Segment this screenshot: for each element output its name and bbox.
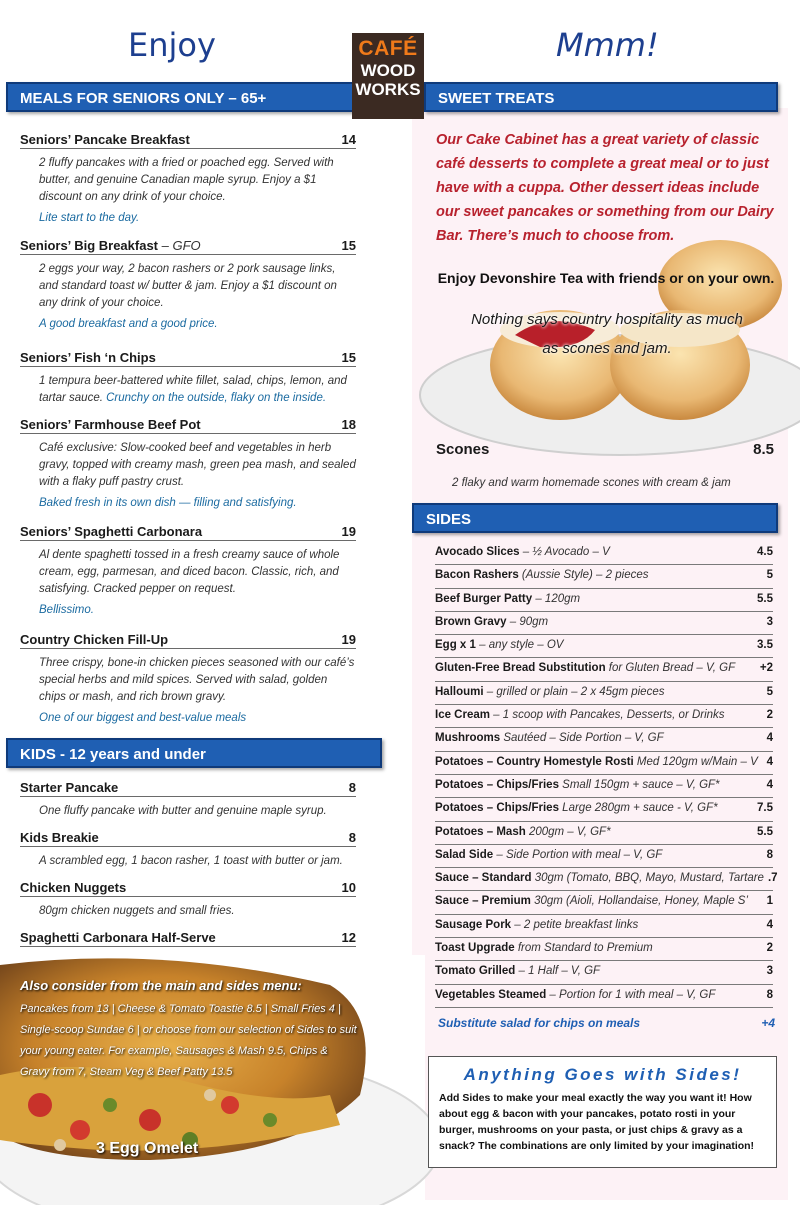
side-detail: for Gluten Bread – V, GF [605, 662, 736, 675]
item-description: 2 fluffy pancakes with a fried or poached egg. Served with butter, and genuine Canadian maple syrup. Enjoy a $1 discount on any drink of your choice. [39, 157, 334, 203]
menu-item-pancake-breakfast [20, 132, 356, 224]
side-item [435, 775, 773, 798]
item-price: 8 [348, 830, 356, 845]
item-price: 14 [341, 132, 356, 147]
menu-item-fish-n-chips [20, 350, 356, 407]
consider-title: Also consider from the main and sides menu: [20, 978, 302, 993]
side-item [435, 915, 773, 938]
sides-heading: SIDES [412, 503, 778, 533]
sides-list [435, 542, 778, 1008]
side-name: Beef Burger Patty [435, 592, 533, 605]
side-detail: Large 280gm + sauce - V, GF* [558, 802, 718, 815]
side-name: Bacon Rashers [435, 569, 519, 582]
side-item [435, 635, 773, 658]
side-detail: 30gm (Tomato, BBQ, Mayo, Mustard, Tartare [531, 872, 764, 885]
item-name: Seniors’ Pancake Breakfast [20, 132, 190, 147]
item-description: One fluffy pancake with butter and genuine maple syrup. [39, 805, 327, 817]
item-description: 2 eggs your way, 2 bacon rashers or 2 pork sausage links, and standard toast w/ butter & jam. Enjoy a $1 discount on any drink of your choice. [39, 263, 337, 309]
item-note: A good breakfast and a good price. [39, 318, 218, 330]
side-price: 8 [766, 988, 773, 1001]
item-name: Seniors’ Big Breakfast [20, 238, 158, 253]
menu-item-starter-pancake [20, 780, 356, 820]
substitute-text: Substitute salad for chips on meals [438, 1016, 641, 1030]
item-note: Bellissimo. [39, 604, 94, 616]
side-detail: – Side Portion with meal – V, GF [493, 848, 663, 861]
side-item [435, 891, 773, 914]
item-price: 15 [341, 350, 356, 365]
menu-item-chicken-nuggets [20, 880, 356, 920]
scones-item [436, 441, 774, 458]
side-detail: – 120gm [532, 592, 581, 605]
side-detail: – 1 scoop with Pancakes, Desserts, or Drinks [489, 709, 725, 722]
scones-price: 8.5 [753, 441, 774, 458]
side-price: 4 [766, 778, 773, 791]
side-price: 4 [766, 755, 773, 768]
kids-heading: KIDS - 12 years and under [6, 738, 382, 768]
side-name: Halloumi [435, 685, 484, 698]
side-item [435, 961, 773, 984]
side-item [435, 798, 773, 821]
side-name: Gluten-Free Bread Substitution [435, 662, 606, 675]
item-price: 12 [341, 930, 356, 945]
side-name: Salad Side [435, 848, 494, 861]
mmm-title: Mmm! [556, 26, 659, 64]
side-detail: – Portion for 1 with meal – V, GF [546, 988, 716, 1001]
substitute-price: +4 [761, 1016, 775, 1030]
side-detail: 200gm – V, GF* [525, 825, 611, 838]
item-note: Crunchy on the outside, flaky on the inside. [106, 392, 327, 404]
side-detail: – ½ Avocado – V [519, 546, 610, 558]
side-price: 3 [766, 965, 773, 978]
logo-line-wood: WOOD [360, 61, 416, 80]
side-detail: Small 150gm + sauce – V, GF* [558, 778, 720, 791]
side-item [435, 868, 778, 891]
side-price: .7 [767, 872, 778, 885]
scones-name: Scones [436, 441, 490, 458]
item-name: Kids Breakie [20, 830, 99, 845]
side-name: Toast Upgrade [435, 942, 515, 955]
omelet-label: 3 Egg Omelet [96, 1140, 199, 1157]
item-name: Chicken Nuggets [20, 880, 127, 895]
item-price: 19 [341, 632, 356, 647]
side-price: 5 [766, 685, 773, 698]
side-name: Egg x 1 [435, 639, 476, 652]
side-item [435, 752, 773, 775]
side-detail: Sautéed – Side Portion – V, GF [500, 732, 664, 745]
side-name: Vegetables Steamed [435, 988, 547, 1001]
logo-line-works: WORKS [355, 80, 421, 99]
side-detail: 30gm (Aioli, Hollandaise, Honey, Maple S’ [530, 895, 749, 908]
item-description: Al dente spaghetti tossed in a fresh creamy sauce of whole cream, egg, parmesan, and diced bacon. Classic, rich, and satisfying. Cracked pepper on request. [39, 549, 340, 595]
side-price: 4 [766, 918, 773, 931]
item-price: 15 [341, 238, 356, 253]
side-name: Potatoes – Chips/Fries [435, 778, 559, 791]
scones-tagline: Nothing says country hospitality as much as scones and jam. [471, 311, 743, 357]
seniors-heading: MEALS FOR SENIORS ONLY – 65+ [6, 82, 382, 112]
side-detail: from Standard to Premium [514, 942, 653, 955]
side-name: Brown Gravy [435, 615, 507, 628]
item-name: Country Chicken Fill-Up [20, 632, 169, 647]
anything-goes-text: Add Sides to make your meal exactly the way you want it! How about egg & bacon with your pancakes, potato rosti in your burger, mushrooms on your pasta, or just chips & gravy as a snack? The combinations are only limited by your imagination! [439, 1092, 755, 1152]
menu-item-country-chicken [20, 632, 356, 724]
item-note: Baked fresh in its own dish — filling and satisfying. [39, 497, 297, 509]
side-detail: – 1 Half – V, GF [515, 965, 601, 978]
side-price: 1 [766, 895, 773, 908]
side-name: Sauce – Standard [435, 872, 532, 885]
side-item [435, 728, 773, 751]
item-name: Spaghetti Carbonara Half-Serve [20, 930, 216, 945]
scones-description: 2 flaky and warm homemade scones with cream & jam [452, 477, 731, 489]
item-description: Café exclusive: Slow-cooked beef and vegetables in herb gravy, topped with creamy mash, green pea mash, and sealed with a flaky puff pastry crust. [39, 442, 356, 488]
anything-goes-box [428, 1056, 777, 1168]
enjoy-title: Enjoy [128, 26, 216, 64]
side-item [435, 589, 773, 612]
side-detail: – 2 petite breakfast links [511, 918, 639, 931]
side-name: Potatoes – Mash [435, 825, 526, 838]
item-name: Seniors’ Spaghetti Carbonara [20, 524, 203, 539]
side-item [435, 612, 773, 635]
side-detail: – 90gm [506, 615, 549, 628]
logo-line-cafe: CAFÉ [358, 37, 418, 60]
devonshire-tea-text: Enjoy Devonshire Tea with friends or on your own. [437, 270, 775, 286]
side-price: 5 [766, 569, 773, 582]
side-item [435, 658, 773, 681]
consider-text: Pancakes from 13 | Cheese & Tomato Toastie 8.5 | Small Fries 4 | Single-scoop Sundae 6 | or choose from our selection of Sides to suit your young eater. For example, Sausages & Mash 9.5, Chips & Gravy from 7, Steam Veg & Beef Patty 13.5 [20, 1003, 357, 1078]
item-description: A scrambled egg, 1 bacon rasher, 1 toast with butter or jam. [39, 855, 343, 867]
side-name: Potatoes – Country Homestyle Rosti [435, 755, 634, 768]
item-tag: – GFO [158, 238, 201, 253]
side-price: 2 [766, 709, 773, 722]
kids-consider-note [20, 978, 360, 1083]
item-description: 1 tempura beer-battered white fillet, salad, chips, lemon, and tartar sauce. [39, 375, 347, 404]
side-detail: (Aussie Style) – 2 pieces [518, 569, 649, 582]
side-detail: – grilled or plain – 2 x 45gm pieces [483, 685, 665, 698]
item-price: 19 [341, 524, 356, 539]
side-name: Tomato Grilled [435, 965, 516, 978]
side-item [435, 682, 773, 705]
side-item [435, 822, 773, 845]
item-description: 80gm chicken nuggets and small fries. [39, 905, 235, 917]
side-price: 4 [766, 732, 773, 745]
item-name: Starter Pancake [20, 780, 119, 795]
item-note: Lite start to the day. [39, 212, 140, 224]
side-name: Potatoes – Chips/Fries [435, 802, 559, 815]
side-detail: – any style – OV [475, 639, 564, 652]
side-price: 4.5 [757, 546, 773, 558]
cafe-woodworks-logo [352, 33, 424, 119]
sweet-treats-text: Our Cake Cabinet has a great variety of classic café desserts to complete a great meal or to just have with a cuppa. Other dessert ideas include our sweet pancakes or something from our Dairy Bar. There’s much to choose from. [436, 132, 774, 244]
side-price: 3.5 [757, 639, 773, 652]
side-name: Sauce – Premium [435, 895, 531, 908]
item-price: 10 [341, 880, 356, 895]
side-price: +2 [759, 662, 773, 675]
substitute-salad-row [438, 1016, 775, 1030]
side-name: Mushrooms [435, 732, 501, 745]
side-item [435, 845, 773, 868]
side-price: 5.5 [757, 592, 773, 605]
sweet-treats-heading: SWEET TREATS [424, 82, 778, 112]
menu-item-spaghetti-carbonara [20, 524, 356, 616]
menu-item-farmhouse-beef-pot [20, 417, 356, 509]
item-price: 8 [348, 780, 356, 795]
side-price: 7.5 [757, 802, 773, 815]
item-name: Seniors’ Fish ‘n Chips [20, 350, 156, 365]
menu-item-carbonara-half [20, 930, 356, 947]
item-note: One of our biggest and best-value meals [39, 712, 247, 724]
item-price: 18 [341, 417, 356, 432]
menu-item-big-breakfast [20, 238, 356, 330]
side-item [435, 985, 773, 1008]
side-price: 8 [766, 848, 773, 861]
side-price: 5.5 [757, 825, 773, 838]
side-price: 2 [766, 942, 773, 955]
side-name: Ice Cream [435, 709, 490, 722]
side-item [435, 938, 773, 961]
item-name: Seniors’ Farmhouse Beef Pot [20, 417, 201, 432]
side-item [435, 542, 773, 565]
item-description: Three crispy, bone-in chicken pieces seasoned with our café’s special herbs and mild spices. Served with salad, golden chips or mash, and rich brown gravy. [39, 657, 355, 703]
side-detail: Med 120gm w/Main – V [633, 755, 758, 768]
side-name: Avocado Slices [435, 546, 520, 558]
side-name: Sausage Pork [435, 918, 512, 931]
menu-item-kids-breakie [20, 830, 356, 870]
side-price: 3 [766, 615, 773, 628]
side-item [435, 705, 773, 728]
side-item [435, 565, 773, 588]
anything-goes-title: Anything Goes with Sides! [463, 1065, 742, 1084]
